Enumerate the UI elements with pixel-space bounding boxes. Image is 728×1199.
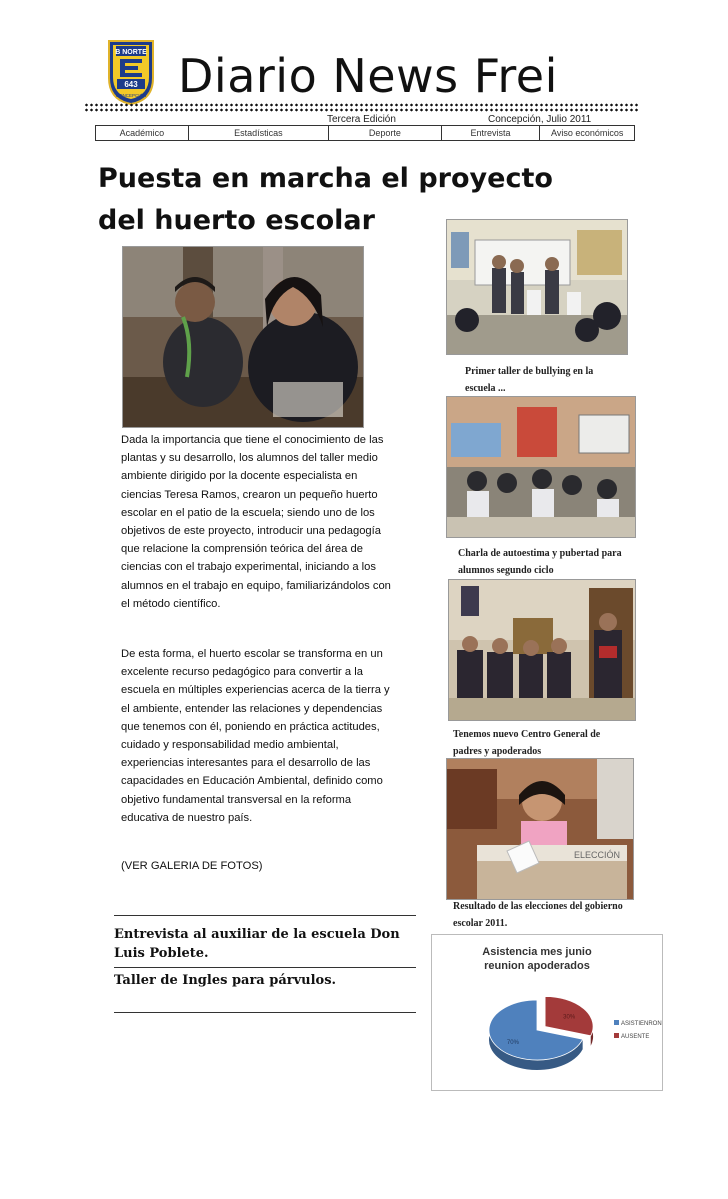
crest-ring-text: CONCEPCIÓN xyxy=(115,93,147,98)
article-headline: Puesta en marcha el proyecto del huerto escolar xyxy=(98,163,553,236)
teaser-interview[interactable]: Entrevista al auxiliar de la escuela Don Luis Poblete. xyxy=(114,927,400,961)
garden-photo xyxy=(122,246,364,428)
newspaper-title: Diario News Frei xyxy=(178,49,558,103)
nav-item-estadisticas[interactable]: Estadísticas xyxy=(189,126,329,140)
legend-swatch-ausente xyxy=(614,1033,619,1038)
teaser-rule-top xyxy=(114,915,416,916)
teaser-rule-middle xyxy=(114,967,416,968)
nav-item-deporte[interactable]: Deporte xyxy=(329,126,442,140)
chart-title-line-2: reunion apoderados xyxy=(484,960,590,972)
teaser-english-workshop[interactable]: Taller de Ingles para párvulos. xyxy=(114,973,337,988)
crest-code-text: 643 xyxy=(124,80,138,89)
school-crest xyxy=(106,38,156,106)
edition-label: Tercera Edición xyxy=(327,114,396,125)
caption-bullying: Primer taller de bullying en la escuela ... xyxy=(465,366,594,394)
chart-title-line-1: Asistencia mes junio xyxy=(482,946,592,958)
section-nav xyxy=(95,125,635,141)
self-esteem-talk-photo xyxy=(446,396,636,538)
masthead-divider xyxy=(84,103,640,107)
article-paragraph-2: De esta forma, el huerto escolar se transforma en un excelente recurso pedagógico para convertir a la escuela en múltiples experiencias acerca de la tierra y el ambiente, entender las relaciones y dependencias que tenemos con él, poniendo en práctica actitudes, cuidado y responsabilidad medio ambiental, experiencias interesantes para el desarrollo de las capacidades en Educación Ambiental, definido como objetivo fundamental transversal en la reforma educativa de nuestro país. xyxy=(121,648,390,824)
caption-autoestima: Charla de autoestima y pubertad para alumnos segundo ciclo xyxy=(458,548,622,576)
caption-elecciones: Resultado de las elecciones del gobierno escolar 2011. xyxy=(453,901,623,929)
nav-item-entrevista[interactable]: Entrevista xyxy=(442,126,541,140)
nav-item-aviso-economicos[interactable]: Aviso económicos xyxy=(551,128,624,138)
student-election-photo xyxy=(446,758,634,900)
legend-label-ausente: AUSENTE xyxy=(621,1034,650,1040)
parents-center-photo xyxy=(448,579,636,721)
caption-centro-padres: Tenemos nuevo Centro General de padres y apoderados xyxy=(453,729,601,757)
masthead-divider-2 xyxy=(84,108,640,112)
pie-data-label-ausente: 30% xyxy=(563,1014,576,1021)
nav-item-academico[interactable]: Académico xyxy=(96,126,189,140)
teaser-rule-bottom xyxy=(114,1012,416,1013)
crest-top-text: B NORTE xyxy=(115,49,147,56)
attendance-pie-chart xyxy=(432,935,662,1090)
place-date-label: Concepción, Julio 2011 xyxy=(488,114,592,125)
legend-label-asistienron: ASISTIENRON xyxy=(621,1021,662,1027)
attendance-chart xyxy=(431,934,663,1091)
ballot-box-label: ELECCIÓN xyxy=(573,850,621,860)
gallery-link[interactable]: (VER GALERIA DE FOTOS) xyxy=(121,860,263,872)
pie-data-label-asistienron: 70% xyxy=(506,1039,519,1046)
bullying-workshop-photo xyxy=(446,219,628,355)
article-paragraph-1: Dada la importancia que tiene el conocimiento de las plantas y su desarrollo, los alumnos del taller medio ambiente dirigido por la docente especialista en ciencias Teresa Ramos, crearon un pequeño huerto escolar en el patio de la escuela; siendo uno de los objetivos de este proyecto, introducir una pedagogía que relacione la comprensión teórica del área de ciencias con el trabajo experimental, iniciando a los alumnos en el trabajo en equipo, familiarizándolos con el método científico. xyxy=(121,434,391,610)
legend-swatch-asistienron xyxy=(614,1020,619,1025)
